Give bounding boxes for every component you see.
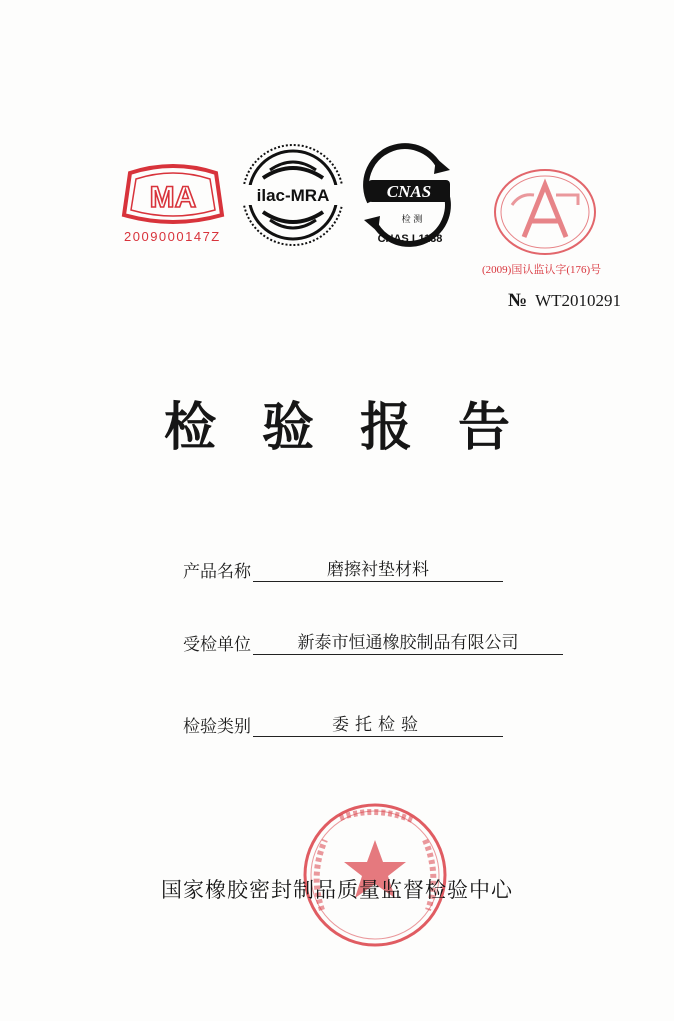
field-value: 委托检验 xyxy=(253,710,503,737)
report-number xyxy=(508,290,621,312)
cal-certification-logo xyxy=(490,165,600,260)
field-inspected-unit xyxy=(183,628,563,655)
ilac-mark-text: ilac-MRA xyxy=(256,186,330,205)
issuing-organization: 国家橡胶密封制品质量监督检验中心 xyxy=(161,878,513,902)
ma-code: 2009000147Z xyxy=(124,229,221,244)
cal-accreditation-note: (2009)国认监认字(176)号 xyxy=(482,264,602,276)
ma-mark-text: MA xyxy=(149,181,197,214)
field-label: 检验类别 xyxy=(183,717,251,737)
cnas-logo xyxy=(350,140,465,252)
field-label: 受检单位 xyxy=(183,635,251,655)
field-inspection-type xyxy=(183,710,503,737)
cnas-code: CNAS L1138 xyxy=(377,233,443,245)
report-title: 检验报告 xyxy=(163,398,556,458)
number-symbol: № xyxy=(508,290,528,311)
report-number-value: WT2010291 xyxy=(535,291,622,310)
ilac-mra-logo xyxy=(238,140,348,250)
field-value: 新泰市恒通橡胶制品有限公司 xyxy=(253,628,563,655)
field-label: 产品名称 xyxy=(183,562,251,582)
field-product-name xyxy=(183,555,503,582)
cnas-mark-text: CNAS xyxy=(386,182,432,201)
cnas-subtitle: 检 测 xyxy=(401,215,423,225)
field-value: 磨擦衬垫材料 xyxy=(253,555,503,582)
